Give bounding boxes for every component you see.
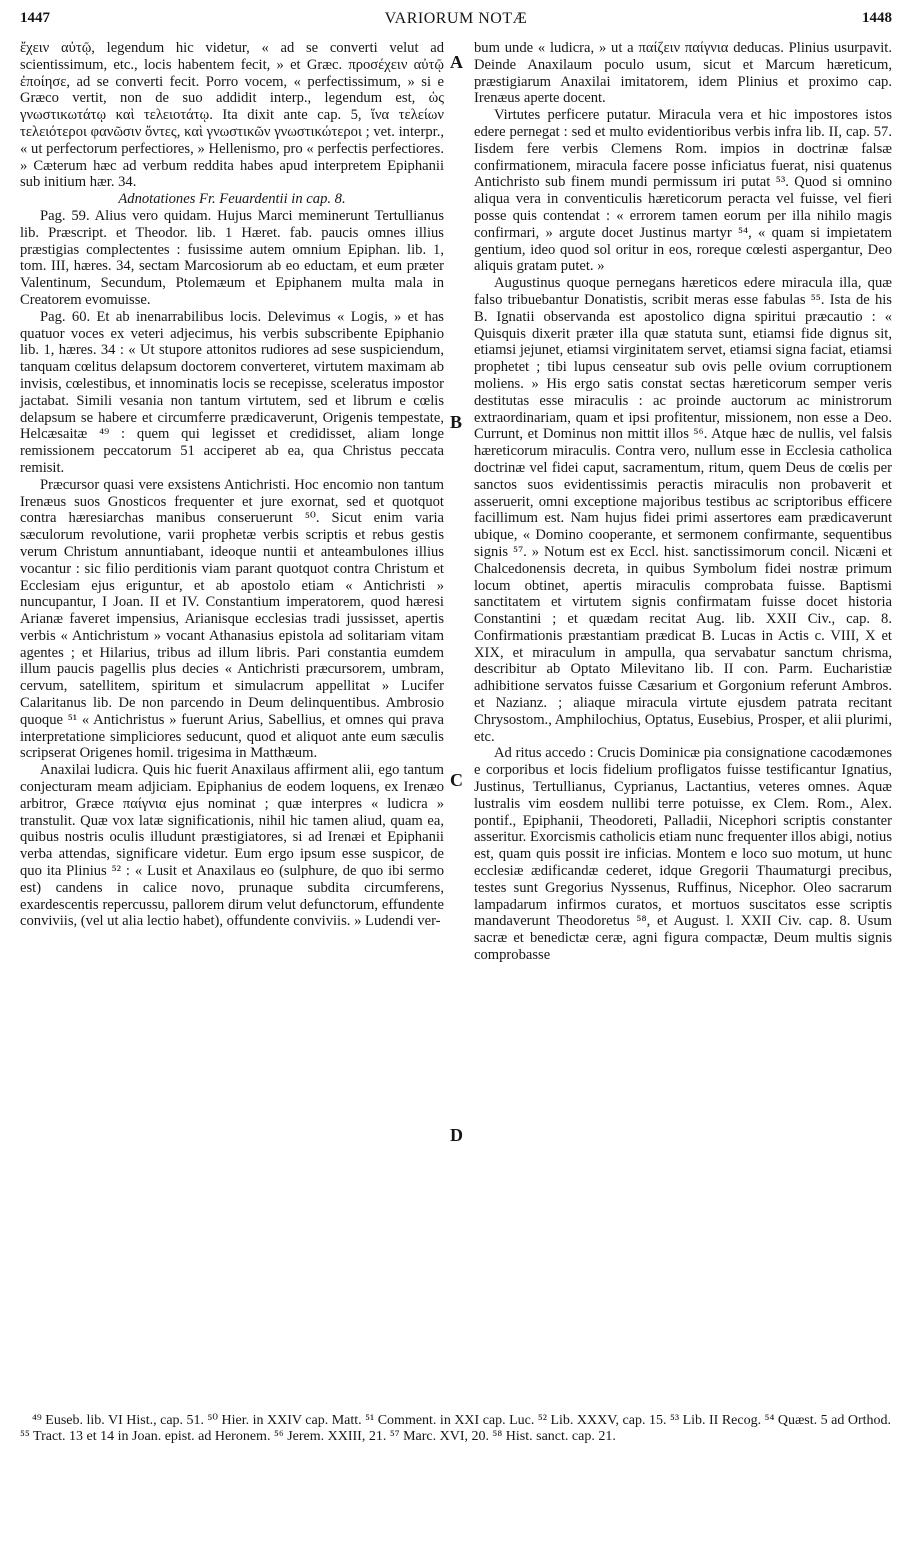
margin-letter-c: C	[450, 770, 463, 790]
paragraph: Virtutes perficere putatur. Miracula vera et hic impostores istos edere pernegat : sed et multo evidentioribus verbis infra lib. II, cap. 57. Iisdem fere verbis Clemens Rom. impios in doctrinæ falsæ confirmationem, miracula facere posse inficiatus fuerat, nisi quatenus Antichristo sub finem mundi permissum iri putat ⁵³. Quod si omnino aliqua vera in conventiculis hæreticorum peracta vel fuisse, vel fieri posse quis contendat : « errorem tamen eorum per illa nihilo magis confirmari, » argute docet Justinus martyr ⁵⁴, « quam si impietatem gentium, ideo quod sol oritur in eos, roreque cœlesti aspergantur, Deo aliquis gratam putet. »	[474, 107, 892, 275]
paragraph: Pag. 59. Alius vero quidam. Hujus Marci meminerunt Tertullianus lib. Præscript. et Theodor. lib. 1 Hæret. fab. paucis omnes illius præstigias complectentes : fusissime autem omnium Epiphan. lib. 1, tom. III, hæres. 34, sectam Marcosiorum ab eo eductam, et eum præter Valentinum, Secundum, Ptolemæum et Epiphanem multa mala in Creatorem evomuisse.	[20, 207, 444, 308]
running-title: VARIORUM NOTÆ	[384, 10, 528, 27]
paragraph: Præcursor quasi vere exsistens Antichristi. Hoc encomio non tantum Irenæus suos Gnosticos frequenter et jure exornat, sed et quotquot contra hæresiarchas manibus conseruerunt ⁵⁰. Sicut enim varia sæculorum revolutione, varii prophetæ verbis scriptis et rebus gestis verum Christum annuntiabant, ideoque nuntii et anteambulones illius vocantur : sic filio perditionis viam parant quotquot contra Christum et Ecclesiam ejus eriguntur, et ab apostolo etiam « Antichristi » nuncupantur, I Joan. II et IV. Constantium imperatorem, quod hæresi Arianæ faveret impensius, Arianisque ecclesias tradi jussisset, apertis verbis « Antichristum » vocant Athanasius epistola ad solitariam vitam agentes ; et Hilarius, tribus ad illum libris. Pari constantia eumdem illum paucis pagellis plus decies « Antichristi præcursorem, umbram, cervum, satellitem, spiritum et simulacrum appellitat » Lucifer Calaritanus lib. De non parcendo in Deum delinquentibus. Ambrosio quoque ⁵¹ « Antichristus » fuerunt Arius, Sabellius, et omnes qui prava interpretatione simpliciores seducunt, quod et aliquot ante eum sæculis scripserat Origenes homil. trigesima in Matthæum.	[20, 476, 444, 762]
section-heading: Adnotationes Fr. Feuardentii in cap. 8.	[118, 191, 346, 208]
paragraph: ἔχειν αὐτῷ, legendum hic videtur, « ad se converti velut ad scientissimum, etc., locis habentem fecit, » et Græc. προσέχειν αὐτῷ ἐποίησε, ad se converti fecit. Porro vocem, « perfectissimum, » si e Græco vertit, non de suo addidit interp., legendum est, ὡς γνωστικωτάτῳ καὶ τελειοτάτῳ. Ita dixit ante cap. 5, ἵνα τελείων τελειότεροι φανῶσιν ὄντες, καὶ γνωστικῶν γνωστικώτεροι ; vet. interpr., « ut perfectorum perfectiores, » Hellenismo, pro « perfectis perfectiores. » Cæterum hæc ad verbum reddita habes apud interpretem Epiphanii sub initium hær. 34.	[20, 40, 444, 191]
page-number-left: 1447	[20, 10, 50, 26]
footnotes	[20, 1413, 892, 1445]
paragraph: Ad ritus accedo : Crucis Dominicæ pia consignatione cacodæmones e corporibus et locis fidelium profligatos fuisse testificantur Ignatius, Justinus, Tertullianus, Cyprianus, Lactantius, veteres omnes. Aquæ lustralis vim eosdem nullibi terre potuisse, ex Clem. Rom., Alex. pontif., Epiphanii, Theodoreti, Palladii, Nicephori scriptis constanter asseritur. Exorcismis catholicis etiam nunc frequenter illos abigi, notius est, quam quis possit ire inficias. Montem e loco suo motum, ut hunc ecclesiæ ædificandæ cederet, idque Gregorii Thaumaturgi precibus, testes sunt Gregorius Nyssenus, Ruffinus, Nicephor. Oleo sacrarum lampadarum infirmos curatos, et mortuos suscitatos esse scriptis mandaverunt Theodoretus ⁵⁸, et August. l. XXII Civ. cap. 8. Usum sacræ et benedictæ ceræ, agni figura compactæ, Deum multis signis comprobasse	[474, 745, 892, 964]
right-column	[474, 40, 892, 964]
running-header	[20, 10, 892, 40]
margin-letter-a: A	[450, 52, 463, 72]
page-number-right: 1448	[862, 10, 892, 26]
footnote-text: ⁴⁹ Euseb. lib. VI Hist., cap. 51. ⁵⁰ Hier. in XXIV cap. Matt. ⁵¹ Comment. in XXI cap. Luc. ⁵² Lib. XXXV, cap. 15. ⁵³ Lib. II Recog. ⁵⁴ Quæst. 5 ad Orthod. ⁵⁵ Tract. 13 et 14 in Joan. epist. ad Heronem. ⁵⁶ Jerem. XXIII, 21. ⁵⁷ Marc. XVI, 20. ⁵⁸ Hist. sanct. cap. 21.	[20, 1413, 892, 1444]
paragraph: bum unde « ludicra, » ut a παίζειν παίγνια deducas. Plinius usurpavit. Deinde Anaxilaum poculo usum, sicut et Marcum hæreticum, præstigiarum Anaxilai imitatorem, idem Plinius et proximo cap. Irenæus aperte docent.	[474, 40, 892, 107]
left-column	[20, 40, 444, 930]
paragraph: Augustinus quoque pernegans hæreticos edere miracula illa, quæ falso tribuebantur Donatistis, scribit meras esse fabulas ⁵⁵. Ista de his B. Ignatii observanda est apostolico digna spiritui præcautio : « Quisquis dixerit præter illa quæ statuta sunt, etiamsi fide dignus sit, etiamsi jejunet, etiamsi virginitatem servet, etiamsi signa faciat, etiamsi prophetet ; tibi lupus censeatur sub ovis pelle ovium corruptionem moliens. » His ergo satis constat sectas hæreticorum semper veris destitutas esse miraculis : ac proinde auctorum ac ministrorum extraordinariam, quam et ipsi profitentur, missionem, non esse a Deo. Currunt, et Dominus non mittit illos ⁵⁶. Atque hæc de nullis, vel falsis hæreticorum miraculis. Contra vero, nullum esse in Ecclesia catholica doctrinæ vel fidei caput, sacramentum, ritum, quem Deus de cœlis per sanctos suos evidentissimis peractis miraculis non probaverit et asseruerit, omni exceptione majoribus testibus ac scriptoribus efficere facillimum est. Nam hujus fidei primi assertores eam prædicaverunt ubique, « Domino cooperante, et sermonem confirmante, sequentibus signis ⁵⁷. » Notum est ex Eccl. hist. sanctissimorum concil. Nicæni et Chalcedonensis decreta, in quibus Symbolum fidei nostræ primum locum obtinet, apertis miraculis comprobata fuisse. Baptismi sanctitatem et virtutem signis confirmatam fuisse docet historia Constantini ; et quædam recitat Aug. lib. XXII Civ., cap. 8. Confirmationis præstantiam prædicat B. Lucas in Actis c. VIII, X et XIX, et miraculum in ampulla, qua servabatur sanctum chrisma, describitur ab Optato Milevitano lib. II con. Parm. Eucharistiæ adhibitione servatos fuisse Cæsarium et Gorgonium referunt Ambros. et Nazianz. ; aliaque miracula virtute ejusdem patrata recitant Chrysostom., Amphilochius, Optatus, Eusebius, Prosper, et alii plurimi, etc.	[474, 275, 892, 745]
margin-letter-b: B	[450, 412, 463, 432]
margin-letter-d: D	[450, 1125, 463, 1145]
paragraph: Pag. 60. Et ab inenarrabilibus locis. Delevimus « Logis, » et has quatuor voces ex veteri adjecimus, his verbis subscribente Epiphanio lib. 1, hæres. 34 : « Ut stupore attonitos rudiores ad sese suspiciendum, tanquam cœlitus delapsum doctorem converteret, virtutem maximam ab invisis, cœlestibus, et innominatis locis se recepisse, sceleratus impostor jactabat. Simili vesania non tantum virtutem, sed et librum e cœlis delapsum se habere et circumferre prædicaverunt, Origenis tempestate, Helcæsaitæ ⁴⁹ : quem qui legisset et credidisset, aliam longe remissionem peccatorum 51 acciperet ab ea, qua Christus peccata remisit.	[20, 308, 444, 476]
paragraph: Anaxilai ludicra. Quis hic fuerit Anaxilaus affirment alii, ego tantum conjecturam meam adjiciam. Epiphanius de eodem loquens, ex Irenæo arbitror, Græce παίγνια ejus nominat ; quæ interpres « ludicra » transtulit. Quæ vox latæ significationis, nihil hic tamen aliud, quam ea, quibus nostris oculis illudunt præstigiatores, si ad Irenæi et Epiphanii verba attendas, significare videtur. Eum ergo ipsum esse suspicor, de quo ita Plinius ⁵² : « Lusit et Anaxilaus eo (sulphure, de quo ibi sermo est) candens in calice novo, prunaque subdita circumferens, exardescentis repercussu, pallorem dirum velut defunctorum, effundente conviviis, (vel ut alia lectio habet), offundente conviviis. » Ludendi ver-	[20, 762, 444, 930]
